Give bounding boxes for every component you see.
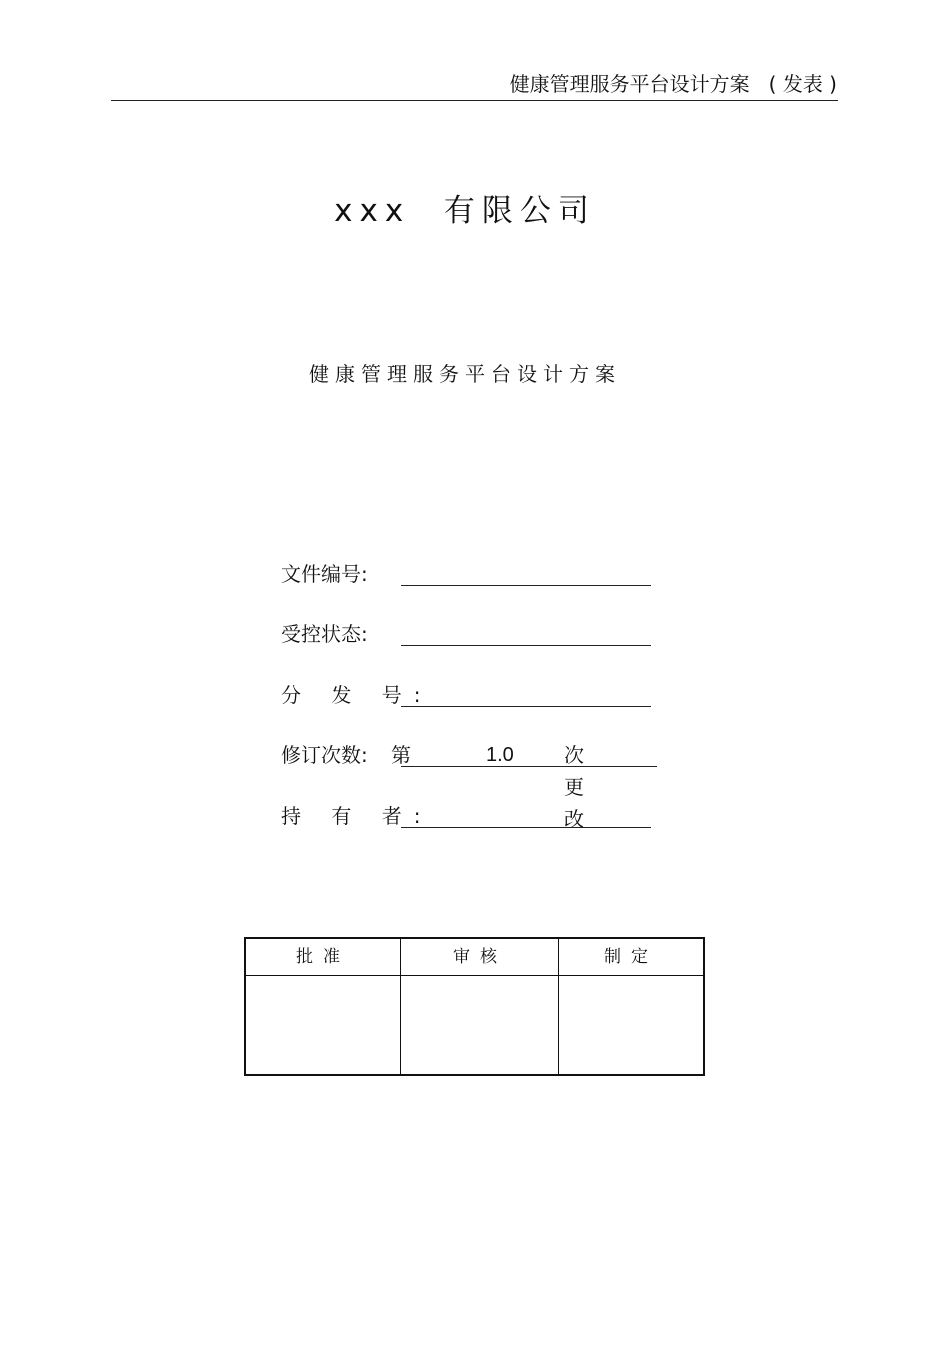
revision-value: 1.0: [486, 744, 514, 766]
revision-suffix: 次更改: [564, 743, 584, 831]
revision-line: [401, 766, 657, 767]
approval-column: [246, 939, 400, 1074]
control-status-label: 受控状态:: [281, 622, 368, 646]
review-column: [400, 939, 559, 1074]
prepare-column: [558, 939, 703, 1074]
running-header: 健康管理服务平台设计方案 ( 发表 ): [509, 72, 837, 96]
holder-label: 持 有 者:: [281, 804, 433, 828]
document-title: 健康管理服务平台设计方案: [309, 362, 621, 386]
revision-label: 修订次数:: [281, 743, 368, 767]
revision-prefix: 第: [391, 743, 411, 767]
review-header: 审核: [401, 939, 559, 976]
distribution-label: 分 发 号:: [281, 683, 433, 707]
prepare-header: 制定: [559, 939, 703, 976]
holder-line: [401, 827, 651, 828]
approval-table: [244, 937, 705, 1076]
company-name: xxx 有限公司: [334, 193, 596, 229]
control-status-line: [401, 645, 651, 646]
header-rule: [111, 100, 838, 101]
approval-header: 批准: [246, 939, 400, 976]
distribution-line: [401, 706, 651, 707]
file-number-label: 文件编号:: [281, 562, 368, 586]
file-number-line: [401, 585, 651, 586]
